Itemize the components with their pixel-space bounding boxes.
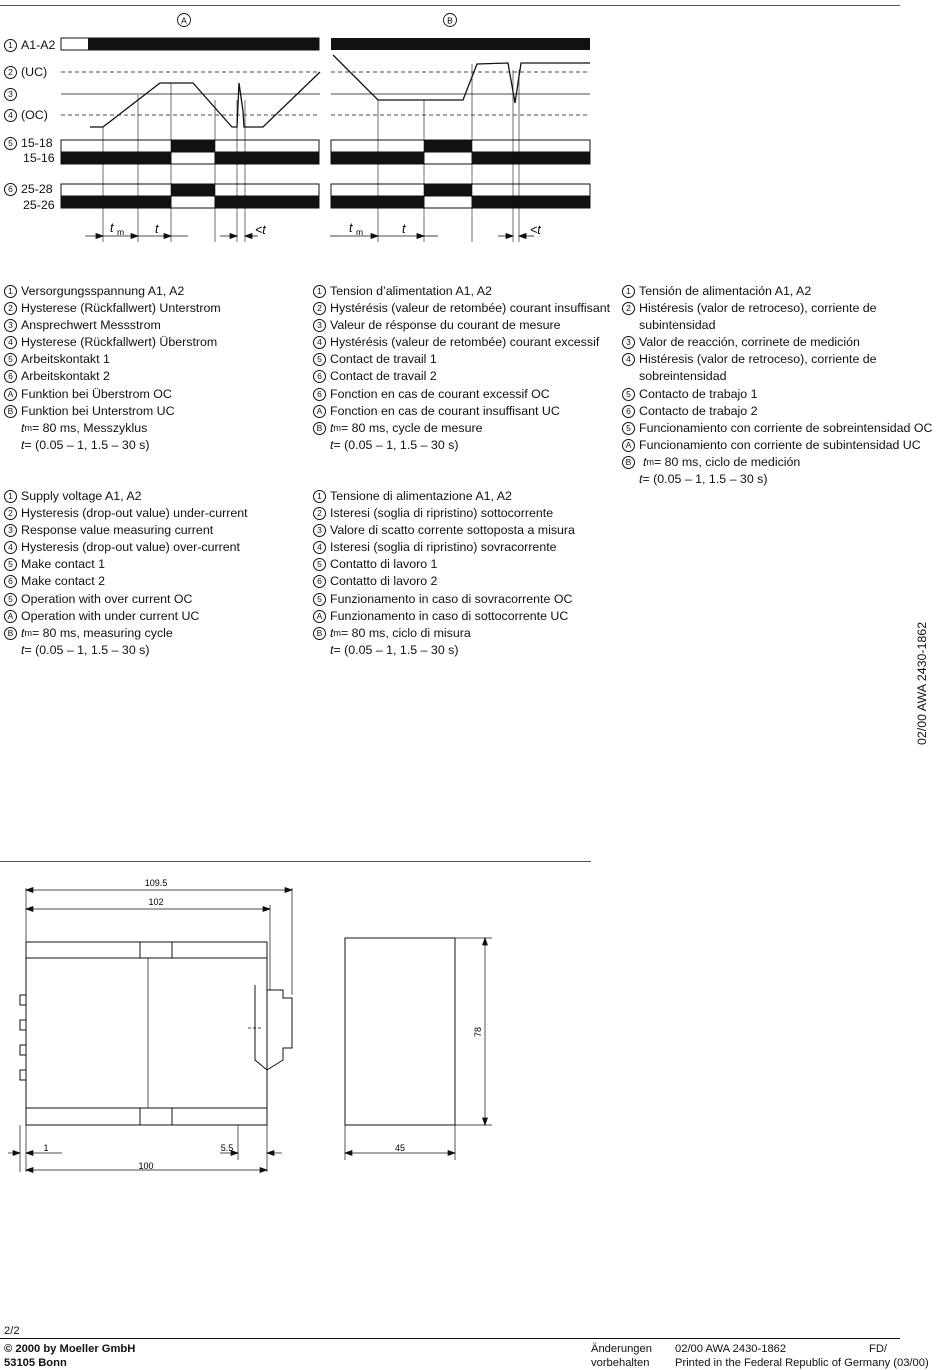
footer-rule [0,1338,900,1339]
side-doc-code: 02/00 AWA 2430-1862 [915,621,929,745]
changes-line-1: Änderungen [591,1343,652,1355]
row-label-5b: 15-16 [23,151,55,165]
doc-number: 02/00 AWA 2430-1862 [675,1343,787,1355]
city: 53105 Bonn [4,1357,67,1369]
changes-line-2: vorbehalten [591,1357,650,1369]
dim-78: 78 [473,1026,483,1038]
legend-en: 1 Supply voltage A1, A2 2 Hysteresis (drop-out value) under-current 3 Response value measuring current 4 Hysteresis (drop-out value) over-current 5 Make contact 1 6 Make contact 2 5 Operation with over current OC A Operation with under current UC B t m = 80 ms, measuring cycle t = (0.05 – 1, 1.5 – 30 s) [0,488,300,659]
row-label-3: 3 [0,86,21,101]
printed-note: Printed in the Federal Republic of Germany (03/00) [675,1357,929,1369]
dim-5-5: 5.5 [220,1143,234,1153]
row-label-2: 2 (UC) [0,64,47,79]
mid-rule [0,861,591,862]
row-label-6b: 25-26 [23,198,55,212]
t-label-a: t [155,222,159,236]
tm-sub-b: m [356,227,364,237]
page-number: 2/2 [4,1325,20,1337]
dimension-drawing [0,870,600,1185]
timing-diagram [0,8,600,248]
tm-sub-a: m [117,227,125,237]
dim-45: 45 [394,1143,406,1153]
row-label-5: 5 15-18 [0,135,53,150]
row-label-1: 1 A1-A2 [0,37,55,52]
lt-label-a: <t [255,223,266,237]
group-b-label: B [447,15,453,26]
row-label-4: 4 (OC) [0,107,48,122]
dim-102: 102 [148,897,164,907]
tm-label-b: t [349,221,353,235]
top-rule [0,5,900,6]
legend-es: 1 Tensión de alimentación A1, A2 2 Histéresis (valor de retroceso), corriente de subintensidad 3 Valor de reacción, corrinete de medición 4 Histéresis (valor de retroceso), corriente de sobreintensidad 5 Contacto de trabajo 1 6 Contacto de trabajo 2 5 Funcionamiento con corriente de sobreintensidad OC A Funcionamiento con corriente de subintensidad UC B t m = 80 ms, ciclo de medición t = (0.05 – 1, 1.5 – 30 s) [618,283,918,488]
legend-fr: 1 Tension d’alimentation A1, A2 2 Hystérésis (valeur de retombée) courant insuffisant 3 Valeur de résponse du courant de mesure 4 Hystérésis (valeur de retombée) courant excessif 5 Contact de travail 1 6 Contact de travail 2 6 Fonction en cas de courant excessif OC A Fonction en cas de courant insuffisant UC B t m = 80 ms, cycle de mesure t = (0.05 – 1, 1.5 – 30 s) [309,283,609,454]
t-label-b: t [402,222,406,236]
fd-code: FD/ [869,1343,888,1355]
dim-100: 100 [138,1161,154,1171]
row-label-6: 6 25-28 [0,181,53,196]
lt-label-b: <t [530,223,541,237]
legend-it: 1 Tensione di alimentazione A1, A2 2 Isteresi (soglia di ripristino) sottocorrente 3 Valore di scatto corrente sottoposta a misura 4 Isteresi (soglia di ripristino) sovracorrente 5 Contatto di lavoro 1 6 Contatto di lavoro 2 5 Funzionamento in caso di sovracorrente OC A Funzionamento in caso di sottocorrente UC B t m = 80 ms, ciclo di misura t = (0.05 – 1, 1.5 – 30 s) [309,488,609,659]
legend-de: 1 Versorgungsspannung A1, A2 2 Hysterese (Rückfallwert) Unterstrom 3 Ansprechwert Messstrom 4 Hysterese (Rückfallwert) Überstrom 5 Arbeitskontakt 1 6 Arbeitskontakt 2 A Funktion bei Überstrom OC B Funktion bei Unterstrom UC t m = 80 ms, Messzyklus t = (0.05 – 1, 1.5 – 30 s) [0,283,300,454]
dim-109-5: 109.5 [144,878,168,888]
copyright: © 2000 by Moeller GmbH [4,1343,136,1355]
tm-label-a: t [110,221,114,235]
group-a-label: A [181,15,187,26]
dim-1: 1 [43,1143,49,1153]
